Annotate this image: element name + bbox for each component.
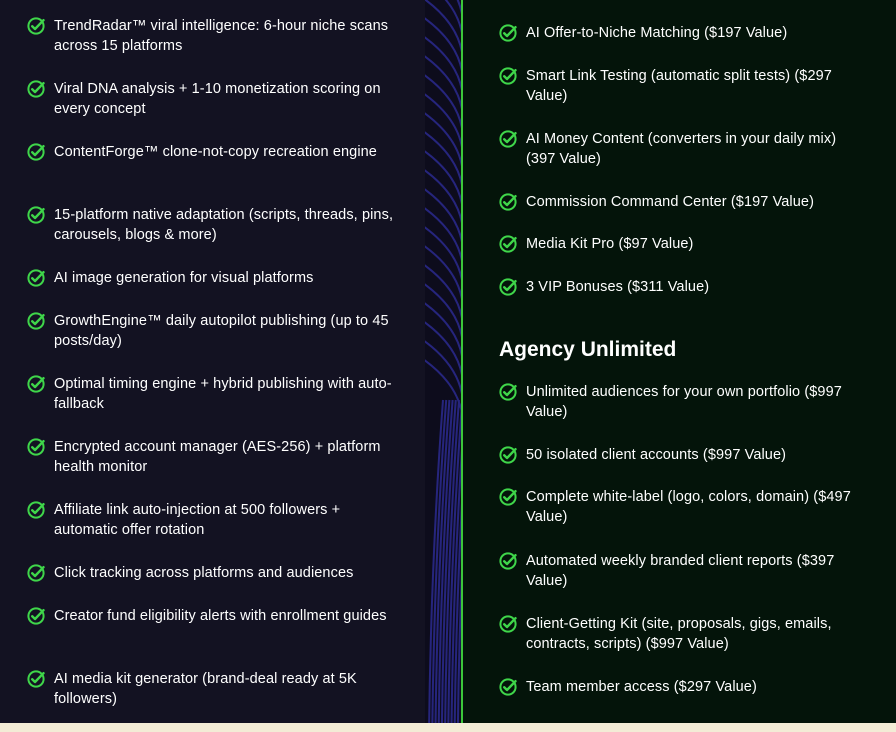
check-circle-icon bbox=[499, 446, 517, 464]
feature-text: Affiliate link auto-injection at 500 followers + automatic offer rotation bbox=[54, 502, 341, 538]
feature-text: Team member access ($297 Value) bbox=[526, 679, 757, 695]
feature-text: Click tracking across platforms and audiences bbox=[54, 565, 354, 581]
check-circle-icon bbox=[27, 312, 45, 330]
check-circle-icon bbox=[499, 24, 517, 42]
feature-item bbox=[27, 79, 394, 119]
feature-item bbox=[499, 129, 861, 169]
check-circle-icon bbox=[27, 17, 45, 35]
feature-text: 15-platform native adaptation (scripts, threads, pins, carousels, blogs & more) bbox=[54, 207, 394, 243]
feature-item bbox=[27, 500, 394, 540]
check-circle-icon bbox=[27, 143, 45, 161]
feature-text: Client-Getting Kit (site, proposals, gigs, emails, contracts, scripts) ($997 Value) bbox=[526, 616, 832, 652]
check-circle-icon bbox=[499, 193, 517, 211]
divider-wave-pattern bbox=[425, 0, 461, 732]
check-circle-icon bbox=[27, 375, 45, 393]
feature-text: GrowthEngine™ daily autopilot publishing (up to 45 posts/day) bbox=[54, 313, 389, 349]
check-circle-icon bbox=[499, 383, 517, 401]
feature-text: ContentForge™ clone-not-copy recreation engine bbox=[54, 144, 377, 160]
feature-item bbox=[499, 445, 861, 465]
feature-item bbox=[499, 614, 861, 654]
check-circle-icon bbox=[27, 670, 45, 688]
feature-text: AI Offer-to-Niche Matching ($197 Value) bbox=[526, 25, 788, 41]
decorative-divider-band bbox=[425, 0, 461, 732]
feature-item bbox=[27, 606, 394, 626]
feature-item bbox=[499, 66, 861, 106]
check-circle-icon bbox=[499, 235, 517, 253]
check-circle-icon bbox=[499, 130, 517, 148]
feature-item bbox=[27, 205, 394, 245]
check-circle-icon bbox=[27, 607, 45, 625]
feature-text: Unlimited audiences for your own portfolio ($997 Value) bbox=[526, 384, 842, 420]
check-circle-icon bbox=[499, 615, 517, 633]
agency-unlimited-heading: Agency Unlimited bbox=[499, 338, 677, 361]
check-circle-icon bbox=[27, 269, 45, 287]
feature-item bbox=[499, 192, 861, 212]
feature-text: TrendRadar™ viral intelligence: 6-hour niche scans across 15 platforms bbox=[54, 18, 389, 54]
feature-item bbox=[27, 16, 394, 56]
feature-item bbox=[499, 487, 861, 527]
feature-text: Automated weekly branded client reports ($397 Value) bbox=[526, 553, 835, 589]
check-circle-icon bbox=[27, 206, 45, 224]
feature-item bbox=[27, 437, 394, 477]
feature-item bbox=[27, 142, 394, 162]
feature-item bbox=[499, 677, 861, 697]
feature-text: Viral DNA analysis + 1-10 monetization scoring on every concept bbox=[54, 81, 381, 117]
feature-text: AI Money Content (converters in your daily mix) (397 Value) bbox=[526, 131, 837, 167]
feature-text: Complete white-label (logo, colors, domain) ($497 Value) bbox=[526, 489, 851, 525]
feature-item bbox=[27, 563, 394, 583]
feature-text: Creator fund eligibility alerts with enrollment guides bbox=[54, 608, 387, 624]
check-circle-icon bbox=[499, 488, 517, 506]
feature-text: Smart Link Testing (automatic split tests) ($297 Value) bbox=[526, 68, 832, 104]
feature-item bbox=[27, 268, 394, 288]
right-feature-column bbox=[461, 0, 896, 732]
feature-item bbox=[499, 551, 861, 591]
feature-item bbox=[499, 382, 861, 422]
feature-text: AI media kit generator (brand-deal ready at 5K followers) bbox=[54, 671, 357, 707]
check-circle-icon bbox=[27, 80, 45, 98]
feature-text: 3 VIP Bonuses ($311 Value) bbox=[526, 279, 710, 295]
feature-item bbox=[27, 311, 394, 351]
check-circle-icon bbox=[27, 438, 45, 456]
check-circle-icon bbox=[499, 678, 517, 696]
check-circle-icon bbox=[499, 552, 517, 570]
feature-item bbox=[499, 234, 861, 254]
bottom-strip bbox=[0, 723, 896, 732]
feature-text: Commission Command Center ($197 Value) bbox=[526, 194, 815, 210]
check-circle-icon bbox=[27, 501, 45, 519]
check-circle-icon bbox=[499, 67, 517, 85]
feature-text: AI image generation for visual platforms bbox=[54, 270, 314, 286]
feature-item bbox=[27, 374, 394, 414]
feature-item bbox=[27, 669, 394, 709]
feature-item bbox=[499, 277, 861, 297]
feature-text: Media Kit Pro ($97 Value) bbox=[526, 236, 694, 252]
check-circle-icon bbox=[27, 564, 45, 582]
check-circle-icon bbox=[499, 278, 517, 296]
feature-text: Encrypted account manager (AES-256) + platform health monitor bbox=[54, 439, 381, 475]
feature-text: 50 isolated client accounts ($997 Value) bbox=[526, 447, 787, 463]
feature-item bbox=[499, 23, 861, 43]
left-feature-column bbox=[0, 0, 425, 732]
feature-text: Optimal timing engine + hybrid publishing with auto-fallback bbox=[54, 376, 392, 412]
